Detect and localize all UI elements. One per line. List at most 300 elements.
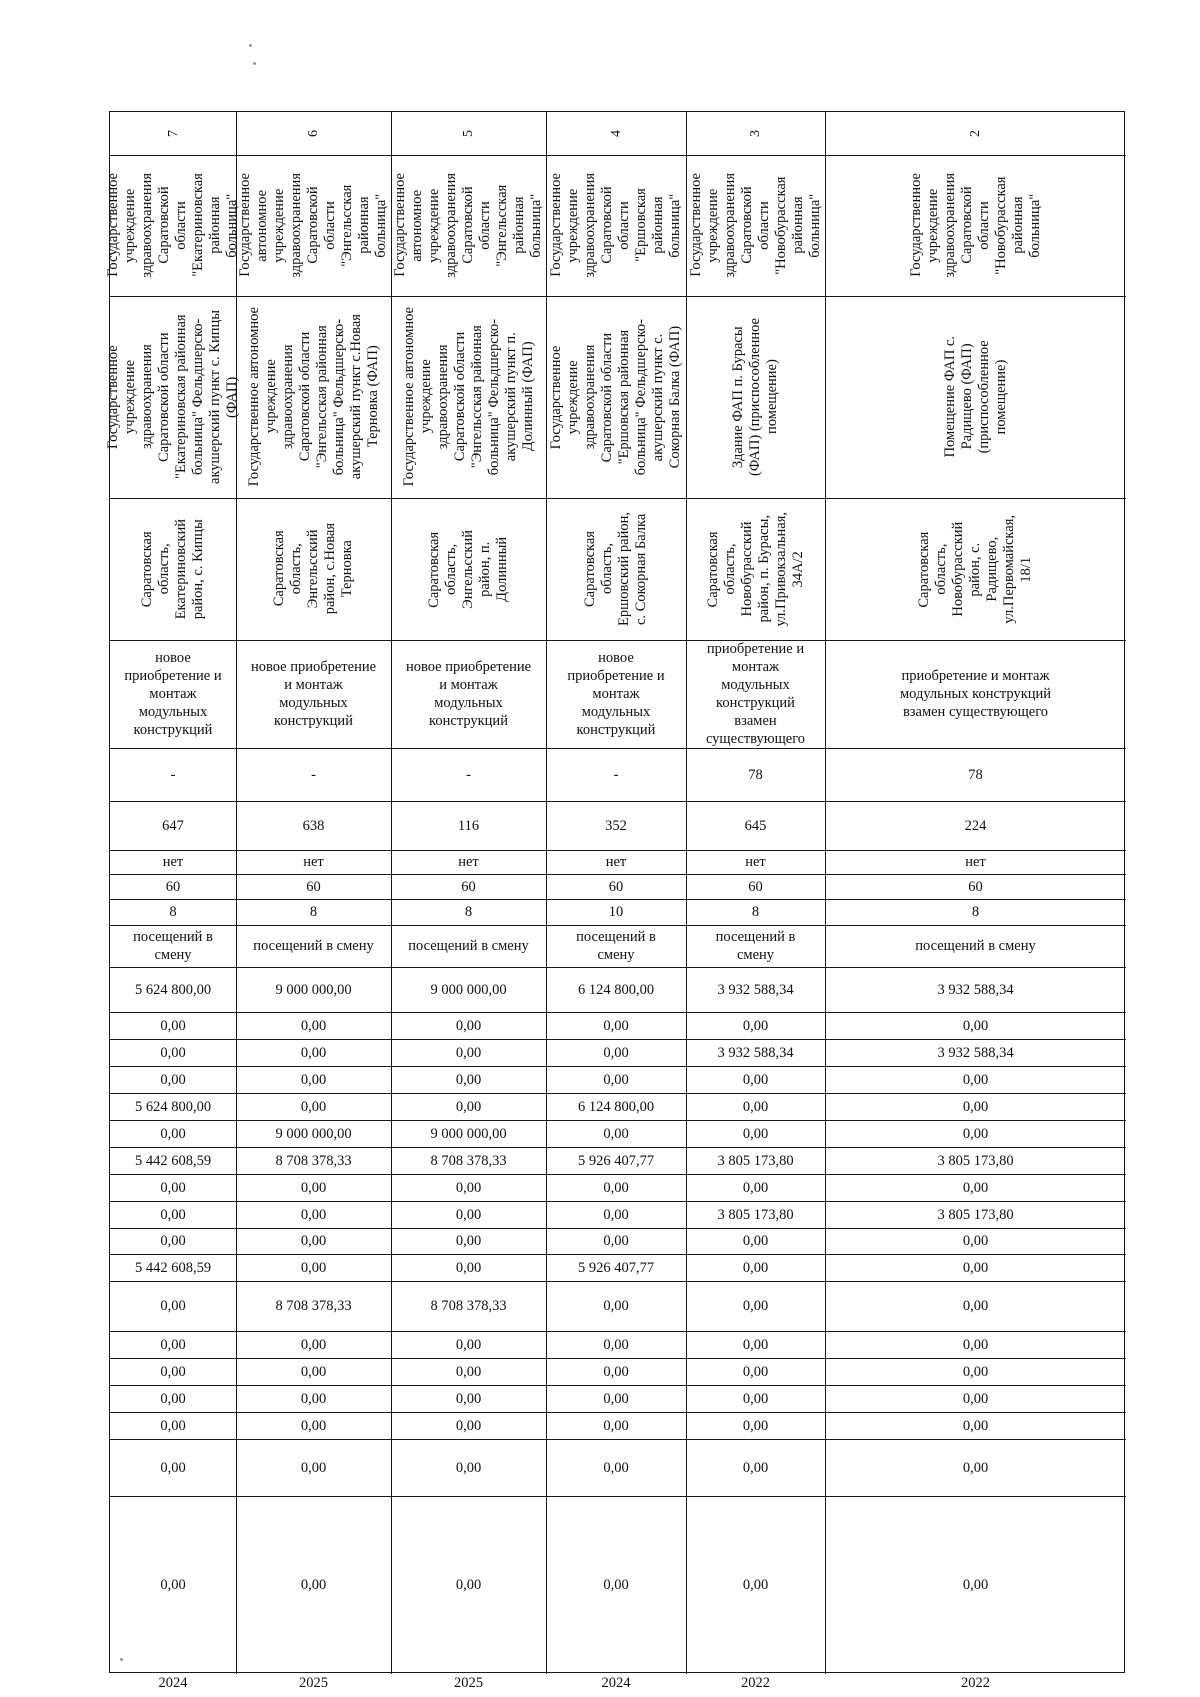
cell-text: 0,00 <box>300 1363 327 1380</box>
cell-r17 <box>686 1254 825 1281</box>
cell-r25 <box>686 1674 825 1692</box>
cell-institution <box>546 155 686 296</box>
cell-r14 <box>110 1174 236 1201</box>
cell-text: 78 <box>748 766 763 783</box>
cell-text: 0,00 <box>962 1179 989 1196</box>
cell-text: 0,00 <box>455 1577 482 1593</box>
cell-r23 <box>391 1439 546 1496</box>
cell-r4 <box>686 874 825 899</box>
cell-text: 0,00 <box>455 1417 482 1434</box>
cell-r12 <box>686 1120 825 1147</box>
cell-text: 7 <box>165 130 181 137</box>
cell-text: 2025 <box>454 1675 483 1691</box>
cell-r18 <box>686 1281 825 1331</box>
cell-text: Государственное учреждение здравоохранения Саратовской области "Новобурасская районная больница" <box>907 173 1043 278</box>
cell-text: новое приобретение и монтаж модульных конструкций <box>405 659 532 729</box>
cell-r11 <box>825 1093 1126 1120</box>
cell-text: 0,00 <box>603 1417 629 1434</box>
cell-r5 <box>686 899 825 925</box>
cell-r5 <box>110 899 236 925</box>
cell-text: 0,00 <box>455 1044 482 1061</box>
cell-text: 9 000 000,00 <box>430 981 507 998</box>
cell-text: Государственное автономное учреждение здравоохранения Саратовской области "Энгельсская районная больница" Фельдшерско- акушерский пункт п. Долинный (ФАП) <box>400 307 536 487</box>
cell-text: 0,00 <box>962 1298 989 1314</box>
cell-r12 <box>391 1120 546 1147</box>
cell-text: Здание ФАП п. Бурасы (ФАП) (приспособленное помещение) <box>730 318 780 476</box>
cell-r1 <box>546 748 686 801</box>
cell-num <box>546 112 686 155</box>
cell-text: Государственное автономное учреждение здравоохранения Саратовской области "Энгельсская районная больница" <box>392 173 544 278</box>
cell-text: 8 708 378,33 <box>275 1298 352 1314</box>
cell-r25 <box>391 1674 546 1692</box>
cell-text: - <box>613 766 619 783</box>
cell-object <box>391 296 546 498</box>
cell-text: - <box>466 766 471 783</box>
cell-r20 <box>236 1358 391 1385</box>
cell-text: 0,00 <box>742 1071 769 1088</box>
cell-r13 <box>686 1147 825 1174</box>
cell-text: 5 442 608,59 <box>134 1259 212 1276</box>
cell-r24 <box>236 1496 391 1674</box>
cell-text: Саратовская область, Ершовский район, с. Сокорная Балка <box>582 512 649 626</box>
cell-text: 0,00 <box>742 1233 769 1249</box>
cell-text: 6 124 800,00 <box>577 1098 655 1115</box>
cell-text: 3 932 588,34 <box>937 981 1014 998</box>
cell-text: нет <box>162 854 184 870</box>
cell-text: 0,00 <box>742 1417 769 1434</box>
cell-r2 <box>546 801 686 850</box>
cell-r13 <box>236 1147 391 1174</box>
cell-text: 0,00 <box>160 1179 186 1196</box>
cell-r22 <box>686 1412 825 1439</box>
scan-speck <box>249 44 252 47</box>
cell-text: 116 <box>457 817 480 834</box>
cell-r25 <box>110 1674 236 1692</box>
cell-r11 <box>236 1093 391 1120</box>
cell-r24 <box>391 1496 546 1674</box>
cell-r19 <box>686 1331 825 1358</box>
cell-r6 <box>686 925 825 967</box>
cell-r5 <box>391 899 546 925</box>
cell-text: - <box>170 766 176 783</box>
cell-r7 <box>391 967 546 1012</box>
cell-text: 0,00 <box>603 1017 629 1034</box>
cell-r24 <box>686 1496 825 1674</box>
cell-r3 <box>686 850 825 874</box>
cell-text: 0,00 <box>455 1259 482 1276</box>
cell-r6 <box>546 925 686 967</box>
cell-text: Государственное учреждение здравоохранения Саратовской области "Ершовская районная больница" <box>548 173 683 278</box>
cell-text: 0,00 <box>603 1363 629 1380</box>
cell-r17 <box>825 1254 1126 1281</box>
cell-text: 5 926 407,77 <box>577 1152 655 1169</box>
cell-r11 <box>391 1093 546 1120</box>
cell-r8 <box>686 1012 825 1039</box>
cell-r19 <box>825 1331 1126 1358</box>
cell-r3 <box>546 850 686 874</box>
cell-r15 <box>236 1201 391 1228</box>
cell-r9 <box>825 1039 1126 1066</box>
cell-r25 <box>236 1674 391 1692</box>
cell-r20 <box>686 1358 825 1385</box>
cell-r6 <box>391 925 546 967</box>
cell-r7 <box>236 967 391 1012</box>
cell-r5 <box>236 899 391 925</box>
cell-text: 0,00 <box>300 1179 327 1196</box>
cell-r24 <box>825 1496 1126 1674</box>
cell-text: 0,00 <box>603 1336 629 1353</box>
cell-text: 0,00 <box>160 1577 186 1593</box>
cell-text: 9 000 000,00 <box>430 1125 507 1142</box>
cell-text: 2022 <box>741 1675 770 1691</box>
cell-text: 0,00 <box>160 1206 186 1223</box>
cell-text: 0,00 <box>300 1233 327 1249</box>
cell-r17 <box>546 1254 686 1281</box>
cell-r20 <box>546 1358 686 1385</box>
cell-text: 0,00 <box>160 1044 186 1061</box>
cell-r8 <box>236 1012 391 1039</box>
cell-text: Государственное учреждение здравоохранения Саратовской области "Ершовская районная больница" Фельдшерско- акушерский пункт с. Сокорная Балка (ФАП) <box>548 318 683 476</box>
cell-r17 <box>236 1254 391 1281</box>
cell-text: 8 708 378,33 <box>275 1152 352 1169</box>
cell-text: 0,00 <box>603 1179 629 1196</box>
cell-r6 <box>110 925 236 967</box>
cell-r23 <box>236 1439 391 1496</box>
cell-r21 <box>546 1385 686 1412</box>
cell-text: 8 <box>169 904 177 920</box>
cell-object <box>105 296 240 498</box>
cell-object <box>546 296 686 498</box>
cell-institution <box>825 155 1126 296</box>
cell-r9 <box>236 1039 391 1066</box>
cell-text: Государственное автономное учреждение здравоохранения Саратовской области "Энгельсская районная больница" <box>237 173 389 278</box>
cell-r2 <box>825 801 1126 850</box>
cell-object <box>825 296 1126 498</box>
cell-r25 <box>825 1674 1126 1692</box>
cell-r13 <box>825 1147 1126 1174</box>
cell-r23 <box>546 1439 686 1496</box>
cell-text: Государственное учреждение здравоохранения Саратовской области "Новобурасская районная больница" <box>687 173 823 278</box>
cell-text: новое приобретение и монтаж модульных конструкций <box>567 650 665 738</box>
cell-text: 352 <box>605 817 627 834</box>
cell-r4 <box>546 874 686 899</box>
cell-r18 <box>391 1281 546 1331</box>
cell-text: 0,00 <box>455 1363 482 1380</box>
cell-text: 0,00 <box>455 1233 482 1249</box>
cell-r2 <box>686 801 825 850</box>
cell-text: 60 <box>306 878 321 895</box>
cell-text: 3 932 588,34 <box>717 981 794 998</box>
cell-text: 60 <box>968 878 983 895</box>
cell-text: нет <box>458 854 479 870</box>
cell-text: посещений в смену <box>408 938 529 954</box>
cell-r9 <box>546 1039 686 1066</box>
cell-text: 0,00 <box>603 1044 629 1061</box>
cell-r15 <box>686 1201 825 1228</box>
cell-text: 0,00 <box>300 1206 327 1223</box>
cell-text: 8 <box>464 904 473 920</box>
scan-speck <box>120 1658 123 1661</box>
cell-text: посещений в смену <box>576 929 656 963</box>
cell-text: 60 <box>165 878 181 895</box>
cell-text: 224 <box>964 817 987 834</box>
cell-text: 0,00 <box>603 1577 629 1593</box>
cell-address <box>686 498 825 640</box>
cell-r14 <box>686 1174 825 1201</box>
cell-r14 <box>236 1174 391 1201</box>
cell-r19 <box>391 1331 546 1358</box>
cell-text: 10 <box>608 904 624 920</box>
cell-text: 2024 <box>601 1675 631 1691</box>
cell-text: 3 805 173,80 <box>937 1206 1014 1223</box>
cell-text: 0,00 <box>742 1363 769 1380</box>
cell-r3 <box>391 850 546 874</box>
cell-r23 <box>825 1439 1126 1496</box>
cell-r11 <box>686 1093 825 1120</box>
cell-text: 0,00 <box>160 1233 186 1249</box>
cell-text: 0,00 <box>455 1459 482 1476</box>
cell-r23 <box>110 1439 236 1496</box>
cell-text: 0,00 <box>962 1098 989 1115</box>
cell-work-type <box>546 640 686 748</box>
cell-text: нет <box>745 854 766 870</box>
cell-text: 0,00 <box>603 1459 629 1476</box>
cell-r12 <box>110 1120 236 1147</box>
cell-r9 <box>110 1039 236 1066</box>
cell-text: Саратовская область, Екатериновский район, с. Кипцы <box>139 518 206 620</box>
cell-text: Саратовская область, Энгельсский район, с.Новая Терновка <box>271 523 355 615</box>
cell-r15 <box>110 1201 236 1228</box>
cell-text: 0,00 <box>742 1298 769 1314</box>
cell-text: нет <box>605 854 627 870</box>
cell-text: 3 932 588,34 <box>937 1044 1014 1061</box>
cell-text: 9 000 000,00 <box>275 981 352 998</box>
cell-r8 <box>391 1012 546 1039</box>
cell-text: 0,00 <box>742 1459 769 1476</box>
cell-address <box>546 498 686 640</box>
cell-institution <box>105 155 240 296</box>
cell-text: приобретение и монтаж модульных конструкций взамен существующего <box>705 641 806 747</box>
cell-r13 <box>391 1147 546 1174</box>
cell-r17 <box>391 1254 546 1281</box>
cell-text: 0,00 <box>603 1206 629 1223</box>
cell-r14 <box>546 1174 686 1201</box>
cell-r18 <box>110 1281 236 1331</box>
cell-text: 5 <box>461 130 476 137</box>
cell-text: 0,00 <box>160 1417 186 1434</box>
cell-text: 0,00 <box>962 1390 989 1407</box>
cell-r18 <box>825 1281 1126 1331</box>
cell-num <box>825 112 1126 155</box>
cell-r8 <box>825 1012 1126 1039</box>
cell-work-type <box>236 640 391 748</box>
cell-text: Государственное учреждение здравоохранения Саратовской области "Екатериновская районная больница" <box>105 173 240 278</box>
cell-r10 <box>546 1066 686 1093</box>
cell-text: 2025 <box>299 1675 328 1691</box>
cell-r13 <box>546 1147 686 1174</box>
cell-r12 <box>236 1120 391 1147</box>
cell-text: 0,00 <box>962 1233 989 1249</box>
cell-text: 6 124 800,00 <box>577 981 655 998</box>
cell-r8 <box>546 1012 686 1039</box>
cell-text: 2022 <box>961 1675 990 1691</box>
cell-text: 0,00 <box>603 1071 629 1088</box>
cell-work-type <box>686 640 825 748</box>
cell-r1 <box>391 748 546 801</box>
cell-text: 0,00 <box>160 1125 186 1142</box>
cell-r4 <box>391 874 546 899</box>
cell-r20 <box>391 1358 546 1385</box>
cell-r7 <box>686 967 825 1012</box>
cell-text: 0,00 <box>160 1071 186 1088</box>
cell-text: 8 <box>751 904 760 920</box>
cell-r5 <box>825 899 1126 925</box>
cell-text: 0,00 <box>455 1179 482 1196</box>
cell-r1 <box>686 748 825 801</box>
cell-r21 <box>825 1385 1126 1412</box>
cell-text: Государственное учреждение здравоохранения Саратовской области "Екатериновская районная больница" Фельдшерско- акушерский пункт с. Кипцы (ФАП) <box>105 310 240 484</box>
cell-work-type <box>391 640 546 748</box>
cell-text: 0,00 <box>962 1459 989 1476</box>
cell-r15 <box>546 1201 686 1228</box>
cell-text: - <box>311 766 316 783</box>
cell-text: 60 <box>461 878 476 895</box>
cell-text: 0,00 <box>742 1179 769 1196</box>
cell-text: 0,00 <box>603 1125 629 1142</box>
cell-r20 <box>825 1358 1126 1385</box>
cell-r18 <box>236 1281 391 1331</box>
cell-text: 0,00 <box>603 1233 629 1249</box>
cell-r5 <box>546 899 686 925</box>
cell-text: 8 708 378,33 <box>430 1298 507 1314</box>
cell-text: посещений в смену <box>133 929 213 963</box>
cell-institution <box>391 155 546 296</box>
cell-text: 0,00 <box>300 1417 327 1434</box>
cell-text: 0,00 <box>962 1577 989 1593</box>
cell-text: 0,00 <box>742 1259 769 1276</box>
cell-r2 <box>391 801 546 850</box>
cell-r6 <box>236 925 391 967</box>
cell-r14 <box>391 1174 546 1201</box>
cell-text: 0,00 <box>300 1259 327 1276</box>
cell-text: новое приобретение и монтаж модульных конструкций <box>124 650 222 738</box>
cell-address <box>110 498 236 640</box>
cell-text: 0,00 <box>962 1125 989 1142</box>
cell-r21 <box>391 1385 546 1412</box>
cell-r10 <box>391 1066 546 1093</box>
cell-text: новое приобретение и монтаж модульных конструкций <box>250 659 377 729</box>
cell-r3 <box>110 850 236 874</box>
cell-text: 0,00 <box>160 1336 186 1353</box>
cell-text: 60 <box>748 878 763 895</box>
cell-r16 <box>110 1228 236 1254</box>
cell-r16 <box>391 1228 546 1254</box>
cell-r22 <box>391 1412 546 1439</box>
cell-text: 0,00 <box>962 1363 989 1380</box>
cell-r23 <box>686 1439 825 1496</box>
cell-r12 <box>825 1120 1126 1147</box>
cell-text: нет <box>965 854 986 870</box>
cell-text: 3 805 173,80 <box>937 1152 1014 1169</box>
cell-text: 0,00 <box>742 1125 769 1142</box>
scan-speck <box>253 62 256 65</box>
cell-r7 <box>825 967 1126 1012</box>
cell-text: 0,00 <box>160 1390 186 1407</box>
cell-r16 <box>236 1228 391 1254</box>
cell-object <box>236 296 391 498</box>
cell-text: нет <box>303 854 324 870</box>
cell-object <box>686 296 825 498</box>
cell-text: 3 805 173,80 <box>717 1206 794 1223</box>
cell-r19 <box>546 1331 686 1358</box>
cell-text: 0,00 <box>962 1417 989 1434</box>
cell-r10 <box>110 1066 236 1093</box>
cell-text: 0,00 <box>300 1044 327 1061</box>
cell-text: Саратовская область, Энгельсский район, п. Долинный <box>426 529 510 609</box>
cell-text: Государственное автономное учреждение здравоохранения Саратовской области "Энгельсская районная больница" Фельдшерско- акушерский пункт с.Новая Терновка (ФАП) <box>245 307 381 487</box>
cell-institution <box>236 155 391 296</box>
cell-r3 <box>236 850 391 874</box>
cell-text: 6 <box>306 130 321 137</box>
cell-text: 0,00 <box>160 1459 186 1476</box>
cell-r11 <box>110 1093 236 1120</box>
cell-r22 <box>825 1412 1126 1439</box>
cell-r11 <box>546 1093 686 1120</box>
cell-text: 0,00 <box>962 1071 989 1088</box>
cell-text: 0,00 <box>300 1071 327 1088</box>
cell-r22 <box>110 1412 236 1439</box>
cell-text: 0,00 <box>962 1259 989 1276</box>
cell-text: 9 000 000,00 <box>275 1125 352 1142</box>
cell-r3 <box>825 850 1126 874</box>
cell-r9 <box>391 1039 546 1066</box>
cell-r14 <box>825 1174 1126 1201</box>
cell-r4 <box>825 874 1126 899</box>
cell-r2 <box>110 801 236 850</box>
cell-address <box>236 498 391 640</box>
cell-r10 <box>236 1066 391 1093</box>
cell-r15 <box>391 1201 546 1228</box>
cell-r15 <box>825 1201 1126 1228</box>
cell-text: 4 <box>608 130 624 137</box>
cell-text: 0,00 <box>742 1098 769 1115</box>
cell-text: 0,00 <box>300 1459 327 1476</box>
cell-r24 <box>110 1496 236 1674</box>
cell-r1 <box>110 748 236 801</box>
cell-r12 <box>546 1120 686 1147</box>
cell-text: Саратовская область, Новобурасский район, п. Бурасы, ул.Привокзальная, 34А/2 <box>704 511 806 627</box>
cell-text: 0,00 <box>160 1017 186 1034</box>
cell-text: 0,00 <box>160 1363 186 1380</box>
cell-r19 <box>110 1331 236 1358</box>
cell-text: 0,00 <box>742 1017 769 1034</box>
cell-r6 <box>825 925 1126 967</box>
cell-r25 <box>546 1674 686 1692</box>
cell-text: 647 <box>162 817 184 834</box>
cell-text: 0,00 <box>300 1336 327 1353</box>
cell-num <box>391 112 546 155</box>
cell-r7 <box>110 967 236 1012</box>
cell-text: 3 805 173,80 <box>717 1152 794 1169</box>
cell-r22 <box>546 1412 686 1439</box>
cell-text: 5 624 800,00 <box>134 1098 212 1115</box>
document-table <box>105 111 1125 1691</box>
cell-text: Помещение ФАП с. Радищево (ФАП) (приспособленное помещение) <box>941 336 1009 458</box>
cell-address <box>391 498 546 640</box>
cell-text: посещений в смену <box>715 929 796 963</box>
cell-text: 8 <box>971 904 980 920</box>
cell-text: 0,00 <box>962 1336 989 1353</box>
